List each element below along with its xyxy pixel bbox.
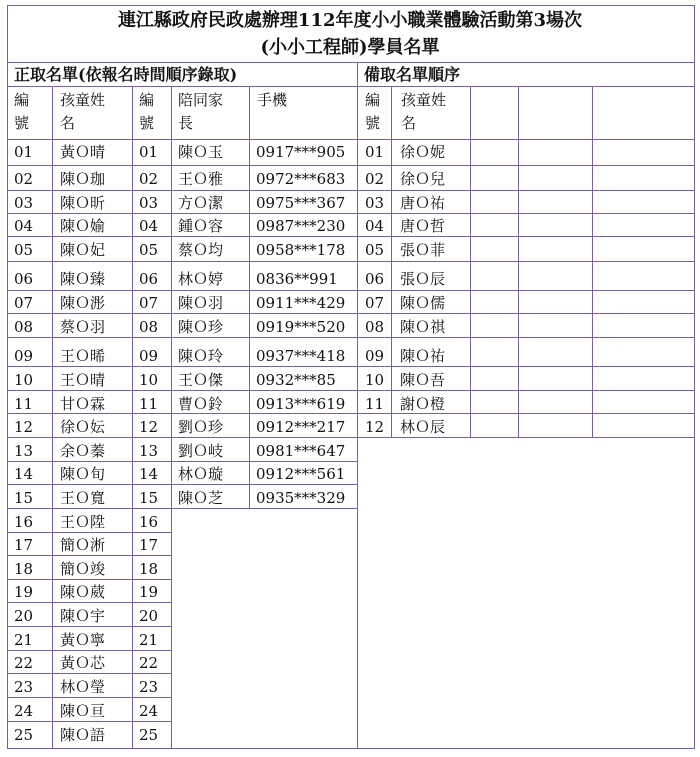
grid-line [7,5,8,749]
grid-line [7,602,171,603]
row-05-no: 05 [14,241,34,259]
row-09-child: 王Ｏ晞 [60,347,106,365]
row-12-no: 12 [14,418,34,436]
waitlist-header-child-name: 孩童姓 名 [401,91,447,132]
row-01-no: 01 [14,143,34,161]
grid-line [470,86,471,437]
row-15-child: 王Ｏ寬 [60,489,106,507]
grid-line [249,86,250,508]
row-15-phone: 0935***329 [256,489,346,507]
row-12-child: 徐Ｏ妘 [60,418,106,436]
row-16-no: 16 [14,513,34,531]
row-12-no2: 12 [139,418,159,436]
wait-row-08-child: 陳Ｏ祺 [400,318,446,336]
header-no-1: 編 號 [14,91,30,132]
row-05-parent: 蔡Ｏ均 [178,241,224,259]
grid-line [694,5,695,749]
wait-row-09-no: 09 [365,347,385,365]
row-02-child: 陳Ｏ珈 [60,170,106,188]
row-08-child: 蔡Ｏ羽 [60,318,106,336]
row-04-no: 04 [14,217,34,235]
grid-line [7,579,171,580]
row-07-no: 07 [14,294,34,312]
row-25-no: 25 [14,726,34,744]
row-04-child: 陳Ｏ媮 [60,217,106,235]
wait-row-06-no: 06 [365,270,385,288]
row-05-child: 陳Ｏ妃 [60,241,106,259]
row-18-no: 18 [14,560,34,578]
row-07-child: 陳Ｏ浵 [60,294,106,312]
row-19-child: 陳Ｏ葳 [60,583,106,601]
row-03-no2: 03 [139,194,159,212]
row-08-parent: 陳Ｏ珍 [178,318,224,336]
row-11-no2: 11 [139,395,159,413]
row-10-no: 10 [14,371,34,389]
row-11-child: 甘Ｏ霖 [60,395,106,413]
row-24-no2: 24 [139,702,159,720]
row-06-parent: 林Ｏ婷 [178,270,224,288]
row-11-parent: 曹Ｏ鈴 [178,395,224,413]
row-23-child: 林Ｏ瑩 [60,678,106,696]
row-04-no2: 04 [139,217,159,235]
waitlist-heading: 備取名單順序 [364,65,461,84]
row-24-child: 陳Ｏ亘 [60,702,106,720]
wait-row-05-child: 張Ｏ菲 [400,241,446,259]
row-22-no: 22 [14,654,34,672]
row-16-no2: 16 [139,513,159,531]
row-02-phone: 0972***683 [256,170,346,188]
row-14-no2: 14 [139,465,159,483]
row-09-parent: 陳Ｏ玲 [178,347,224,365]
row-08-no: 08 [14,318,34,336]
page-subtitle: (小小工程師)學員名單 [260,37,440,58]
row-15-parent: 陳Ｏ芝 [178,489,224,507]
row-01-parent: 陳Ｏ玉 [178,143,224,161]
wait-row-04-child: 唐Ｏ哲 [400,217,446,235]
row-19-no: 19 [14,583,34,601]
wait-row-02-no: 02 [365,170,385,188]
grid-line [518,86,519,437]
row-03-phone: 0975***367 [256,194,346,212]
grid-line [171,86,172,748]
row-21-no2: 21 [139,631,159,649]
row-01-no2: 01 [139,143,159,161]
grid-line [7,62,695,63]
wait-row-09-child: 陳Ｏ祐 [400,347,446,365]
row-15-no: 15 [14,489,34,507]
wait-row-07-no: 07 [365,294,385,312]
row-02-no: 02 [14,170,34,188]
row-13-phone: 0981***647 [256,442,346,460]
row-23-no2: 23 [139,678,159,696]
wait-row-05-no: 05 [365,241,385,259]
wait-row-11-child: 謝Ｏ橙 [400,395,446,413]
row-14-no: 14 [14,465,34,483]
wait-row-10-child: 陳Ｏ吾 [400,371,446,389]
wait-row-02-child: 徐Ｏ兒 [400,170,446,188]
row-01-phone: 0917***905 [256,143,346,161]
row-17-no2: 17 [139,536,159,554]
wait-row-01-no: 01 [365,143,385,161]
wait-row-11-no: 11 [365,395,385,413]
row-20-child: 陳Ｏ宇 [60,607,106,625]
row-07-parent: 陳Ｏ羽 [178,294,224,312]
row-21-no: 21 [14,631,34,649]
grid-line [7,532,171,533]
grid-line [52,86,53,748]
row-08-no2: 08 [139,318,159,336]
grid-line [7,5,695,6]
header-no-2: 編 號 [139,91,155,132]
row-04-phone: 0987***230 [256,217,346,235]
grid-line [592,86,593,437]
row-06-phone: 0836**991 [256,270,338,288]
row-06-child: 陳Ｏ臻 [60,270,106,288]
row-17-child: 簡Ｏ淅 [60,536,106,554]
header-phone: 手機 [257,91,288,109]
grid-line [7,721,171,722]
page-title: 連江縣政府民政處辦理112年度小小職業體驗活動第3場次 [117,10,583,31]
row-20-no: 20 [14,607,34,625]
grid-line [7,555,171,556]
row-05-no2: 05 [139,241,159,259]
row-17-no: 17 [14,536,34,554]
row-22-child: 黃Ｏ芯 [60,654,106,672]
wait-row-06-child: 張Ｏ辰 [400,270,446,288]
row-10-child: 王Ｏ晴 [60,371,106,389]
wait-row-04-no: 04 [365,217,385,235]
row-09-no2: 09 [139,347,159,365]
grid-line [7,461,357,462]
wait-row-08-no: 08 [365,318,385,336]
row-18-no2: 18 [139,560,159,578]
row-14-parent: 林Ｏ璇 [178,465,224,483]
header-parent-name: 陪同家 長 [178,91,224,132]
grid-line [132,86,133,748]
row-15-no2: 15 [139,489,159,507]
row-25-child: 陳Ｏ語 [60,726,106,744]
row-05-phone: 0958***178 [256,241,346,259]
row-19-no2: 19 [139,583,159,601]
row-10-no2: 10 [139,371,159,389]
row-25-no2: 25 [139,726,159,744]
wait-row-12-child: 林Ｏ辰 [400,418,446,436]
row-01-child: 黃Ｏ晴 [60,143,106,161]
row-13-no2: 13 [139,442,159,460]
row-11-no: 11 [14,395,34,413]
grid-line [391,86,392,437]
row-09-no: 09 [14,347,34,365]
row-11-phone: 0913***619 [256,395,346,413]
row-04-parent: 鍾Ｏ容 [178,217,224,235]
row-13-parent: 劉Ｏ岐 [178,442,224,460]
row-14-child: 陳Ｏ旬 [60,465,106,483]
grid-line [7,650,171,651]
grid-line [7,673,171,674]
row-02-no2: 02 [139,170,159,188]
header-child-name: 孩童姓 名 [60,91,106,132]
row-14-phone: 0912***561 [256,465,346,483]
row-23-no: 23 [14,678,34,696]
grid-line [7,697,171,698]
grid-line [7,626,171,627]
row-03-no: 03 [14,194,34,212]
row-10-parent: 王Ｏ傑 [178,371,224,389]
grid-line [7,437,695,438]
row-02-parent: 王Ｏ雅 [178,170,224,188]
row-22-no2: 22 [139,654,159,672]
row-06-no: 06 [14,270,34,288]
row-09-phone: 0937***418 [256,347,346,365]
wait-row-03-child: 唐Ｏ祐 [400,194,446,212]
row-08-phone: 0919***520 [256,318,346,336]
row-07-no2: 07 [139,294,159,312]
row-03-parent: 方Ｏ潔 [178,194,224,212]
waitlist-header-no: 編 號 [365,91,381,132]
wait-row-12-no: 12 [365,418,385,436]
row-21-child: 黃Ｏ寧 [60,631,106,649]
row-24-no: 24 [14,702,34,720]
row-16-child: 王Ｏ陞 [60,513,106,531]
wait-row-03-no: 03 [365,194,385,212]
row-03-child: 陳Ｏ昕 [60,194,106,212]
row-10-phone: 0932***85 [256,371,336,389]
grid-line [7,508,357,509]
wait-row-07-child: 陳Ｏ儒 [400,294,446,312]
row-13-child: 余Ｏ蓁 [60,442,106,460]
main-list-heading: 正取名單(依報名時間順序錄取) [14,65,238,84]
wait-row-01-child: 徐Ｏ妮 [400,143,446,161]
row-12-parent: 劉Ｏ珍 [178,418,224,436]
row-20-no2: 20 [139,607,159,625]
grid-line [7,484,357,485]
row-13-no: 13 [14,442,34,460]
grid-line [357,62,358,748]
row-07-phone: 0911***429 [256,294,346,312]
wait-row-10-no: 10 [365,371,385,389]
row-12-phone: 0912***217 [256,418,346,436]
row-18-child: 簡Ｏ竣 [60,560,106,578]
grid-line [7,748,695,749]
row-06-no2: 06 [139,270,159,288]
